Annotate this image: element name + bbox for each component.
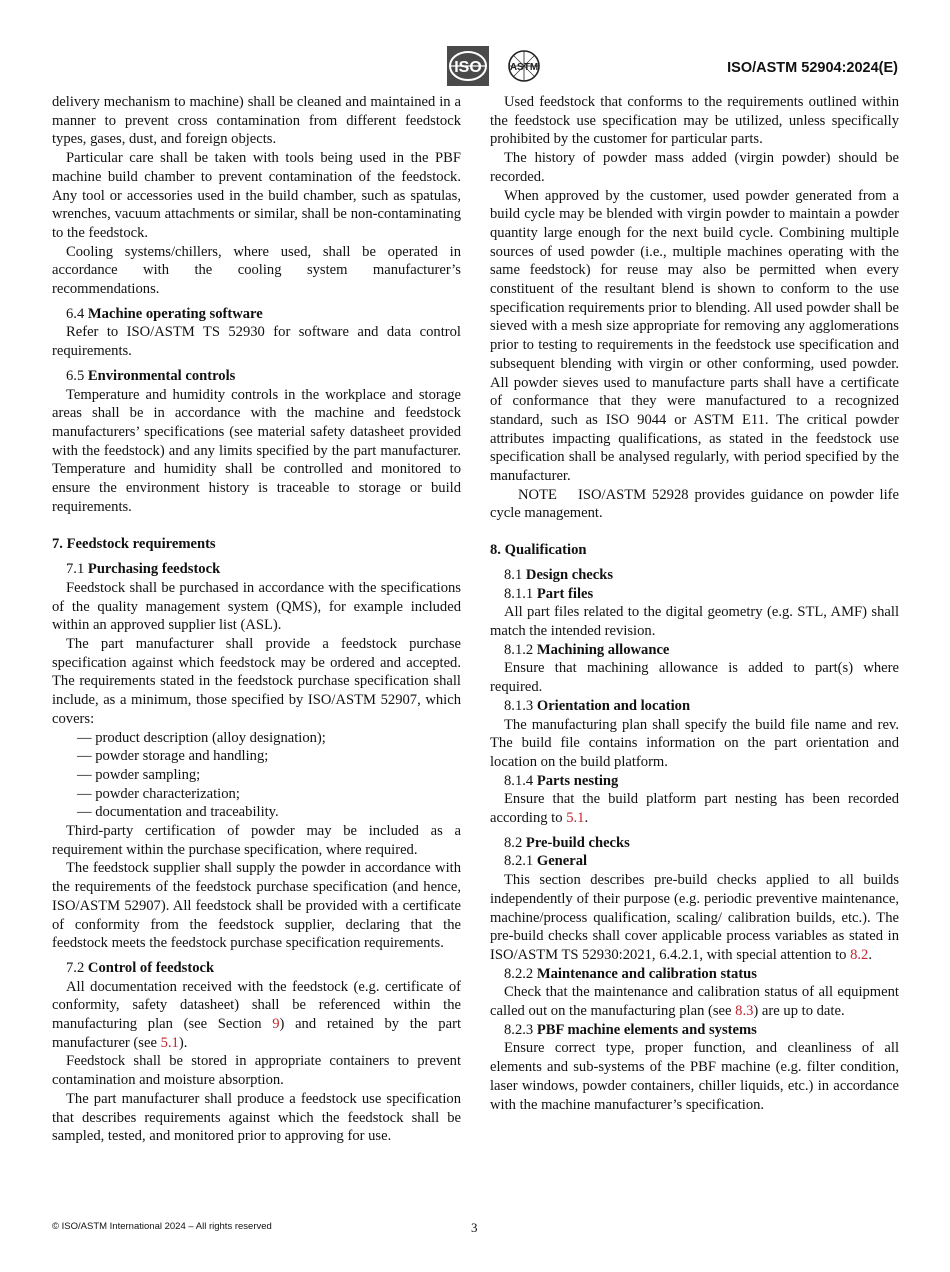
text-run: . [868, 946, 873, 963]
section-heading-8-2-1 [490, 852, 899, 871]
paragraph: Temperature and humidity controls in the workplace and storage areas shall be in accordance with the machine and feedstock manufacturers’ specifications (see material safety datasheet provided with the feedstock) and any limits specified by the part manufacturer. Temperature and humidity shall be controlled and monitored to ensure the environment history is traceable to storage or build requirements. [52, 386, 461, 515]
section-heading-8-1-4 [490, 772, 899, 791]
paragraph: The feedstock supplier shall supply the powder in accordance with the requirements of the feedstock purchase specification (and hence, ISO/ASTM 52907). All feedstock shall be provided with a certificate of conformity from the feedstock supplier, declaring that the feedstock meets the feedstock purchase specification requirements. [52, 860, 461, 952]
cross-reference-link[interactable]: 8.3 [735, 1003, 754, 1020]
section-number: 8.2.2 [504, 965, 534, 982]
paragraph: Refer to ISO/ASTM TS 52930 for software and data control requirements. [52, 324, 461, 360]
paragraph: The part manufacturer shall produce a feedstock use specification that describes requirements against which the feedstock shall be sampled, tested, and monitored prior to approving for use. [52, 1090, 461, 1145]
paragraph: delivery mechanism to machine) shall be cleaned and maintained in a manner to prevent cross contamination from different feedstock types, gases, dust, and foreign objects. [52, 94, 461, 148]
section-title: Machining allowance [536, 641, 670, 658]
section-heading-8-1-1 [490, 585, 899, 604]
paragraph: The manufacturing plan shall specify the build file name and rev. The build file contains information on the part orientation and location on the build platform. [490, 716, 899, 770]
section-number: 8.1 [504, 566, 523, 583]
text-run: . [584, 810, 589, 827]
astm-logo [505, 48, 543, 84]
cross-reference-link[interactable]: 8.2 [850, 946, 869, 963]
list-item: — documentation and traceability. [77, 804, 279, 821]
paragraph: When approved by the customer, used powder generated from a build cycle may be blended with virgin powder to maintain a powder quantity large enough for the next build cycle. Combining multiple sources of used powder (i.e., multiple machines operating with the same feedstock) for reuse may also be permitted when every constituent of the resultant blend is shown to conform to the use specification requirements prior to blending. All used powder shall be sieved with a mesh size appropriate for removing any agglomerations prior to testing to requirements in the feedstock use specification and subsequent blending with virgin or other conforming, used powder. All powder sieves used to manufacture parts shall have a certificate of conformance that they were manufactured to a recognized standard, such as ISO 9044 or ASTM E11. The critical powder attributes impacting qualifications, as stated in the feedstock use specification shall be analysed regularly, with period specified by the manufacturer. [490, 187, 899, 485]
list-item: — powder sampling; [77, 766, 201, 783]
paragraph: Feedstock shall be purchased in accordance with the specifications of the quality management system (QMS), for example included within an approved supplier list (ASL). [52, 579, 461, 634]
paragraph [490, 871, 899, 965]
note-text: ISO/ASTM 52928 provides guidance on powder life cycle management. [490, 486, 899, 522]
section-heading-8-2-3 [490, 1021, 899, 1040]
text-run: ) and retained by the part manufacturer (see [52, 1016, 461, 1051]
section-title: General [536, 853, 588, 870]
section-title: Purchasing feedstock [87, 561, 221, 578]
section-heading-7-2 [52, 959, 461, 978]
note-label: NOTE [518, 486, 557, 503]
header-logos [447, 46, 547, 88]
paragraph: All part files related to the digital geometry (e.g. STL, AMF) shall match the intended revision. [490, 604, 899, 639]
section-title: Machine operating software [87, 305, 263, 322]
paragraph [490, 983, 899, 1020]
cross-reference-link[interactable]: 5.1 [160, 1034, 179, 1051]
section-heading-6-5 [52, 367, 461, 386]
section-number: 8.1.3 [504, 697, 534, 714]
requirements-list [52, 729, 461, 823]
section-title: Control of feedstock [87, 959, 215, 976]
cross-reference-link[interactable]: 9 [272, 1016, 280, 1033]
section-title: Part files [536, 585, 594, 602]
paragraph: Cooling systems/chillers, where used, shall be operated in accordance with the cooling system manufacturer’s recommendations. [52, 243, 461, 298]
paragraph: Feedstock shall be stored in appropriate containers to prevent contamination and moisture absorption. [52, 1053, 461, 1089]
svg-text:ASTM: ASTM [509, 62, 539, 73]
paragraph [52, 978, 461, 1053]
paragraph: Ensure correct type, proper function, and cleanliness of all elements and sub-systems of the PBF machine (e.g. filter condition, laser windows, powder containers, chiller liquids, etc.) in accordance with the machine manufacturer’s specification. [490, 1040, 899, 1113]
section-heading-8-2-2 [490, 965, 899, 984]
section-number: 7.1 [66, 561, 85, 578]
text-run: This section describes pre-build checks applied to all builds independently of their purpose (e.g. periodic preventive maintenance, machine/process qualification, scaling/ calibration builds, etc.). The pre-build checks shall cover applicable process variables as stated in ISO/ASTM TS 52930:2021, 6.4.2.1, with special attention to [490, 872, 899, 963]
paragraph: Used feedstock that conforms to the requirements outlined within the feedstock use specification may be utilized, unless specifically prohibited by the customer for particular parts. [490, 94, 899, 148]
section-title: Parts nesting [536, 772, 619, 789]
list-item: — product description (alloy designation); [77, 729, 326, 746]
text-run: All documentation received with the feedstock (e.g. certificate of conformity, safety datasheet) shall be referenced within the manufacturing plan (see Section [52, 978, 461, 1033]
left-column [52, 93, 461, 1146]
text-run: Ensure that the build platform part nesting has been recorded according to [490, 791, 899, 827]
section-title: Environmental controls [87, 367, 236, 384]
list-item: — powder storage and handling; [77, 748, 269, 765]
paragraph: Ensure that machining allowance is added to part(s) where required. [490, 660, 899, 696]
cross-reference-link[interactable]: 5.1 [566, 810, 585, 827]
section-heading-8-1-2 [490, 641, 899, 660]
section-title: Orientation and location [536, 697, 691, 714]
section-number: 8.1.2 [504, 641, 534, 658]
section-heading-8: 8. Qualification [490, 542, 587, 559]
svg-text:ISO: ISO [454, 59, 482, 76]
paragraph: Third-party certification of powder may be included as a requirement within the purchase specification, where required. [52, 823, 461, 858]
text-run: ). [178, 1034, 188, 1051]
section-heading-6-4 [52, 305, 461, 324]
section-number: 8.2.1 [504, 853, 534, 870]
section-title: Design checks [525, 566, 614, 583]
section-number: 8.2.3 [504, 1021, 534, 1038]
section-heading-8-2 [490, 834, 899, 853]
page-number: 3 [471, 1220, 478, 1235]
text-run: ) are up to date. [753, 1003, 845, 1020]
right-column [490, 93, 899, 1114]
section-number: 8.1.1 [504, 585, 534, 602]
section-heading-7-1 [52, 560, 461, 579]
iso-logo [447, 46, 489, 86]
paragraph: The part manufacturer shall provide a feedstock purchase specification against which feedstock may be ordered and accepted. The requirements stated in the feedstock purchase specification shall include, as a minimum, those specified by ISO/ASTM 52907, which covers: [52, 635, 461, 727]
section-number: 8.1.4 [504, 772, 534, 789]
section-title: Maintenance and calibration status [536, 965, 757, 982]
section-heading-7: 7. Feedstock requirements [52, 536, 216, 553]
list-item: — powder characterization; [77, 785, 240, 802]
note [490, 486, 899, 523]
document-number: ISO/ASTM 52904:2024(E) [727, 60, 898, 76]
text-run: Check that the maintenance and calibration status of all equipment called out on the manufacturing plan (see [490, 984, 899, 1020]
section-title: PBF machine elements and systems [536, 1021, 757, 1038]
section-title: Pre-build checks [525, 834, 630, 851]
paragraph: The history of powder mass added (virgin powder) should be recorded. [490, 150, 899, 185]
section-number: 6.4 [66, 305, 85, 322]
footer-copyright: © ISO/ASTM International 2024 – All rights reserved [52, 1221, 272, 1232]
section-number: 6.5 [66, 367, 85, 384]
section-number: 7.2 [66, 959, 85, 976]
section-heading-8-1 [490, 566, 899, 585]
section-number: 8.2 [504, 834, 523, 851]
section-heading-8-1-3 [490, 697, 899, 716]
paragraph [490, 790, 899, 827]
paragraph: Particular care shall be taken with tools being used in the PBF machine build chamber to prevent contamination of the feedstock. Any tool or accessories used in the build chamber, such as spatulas, wrenches, vacuum attachments or similar, shall be non-contaminating to the feedstock. [52, 150, 461, 241]
